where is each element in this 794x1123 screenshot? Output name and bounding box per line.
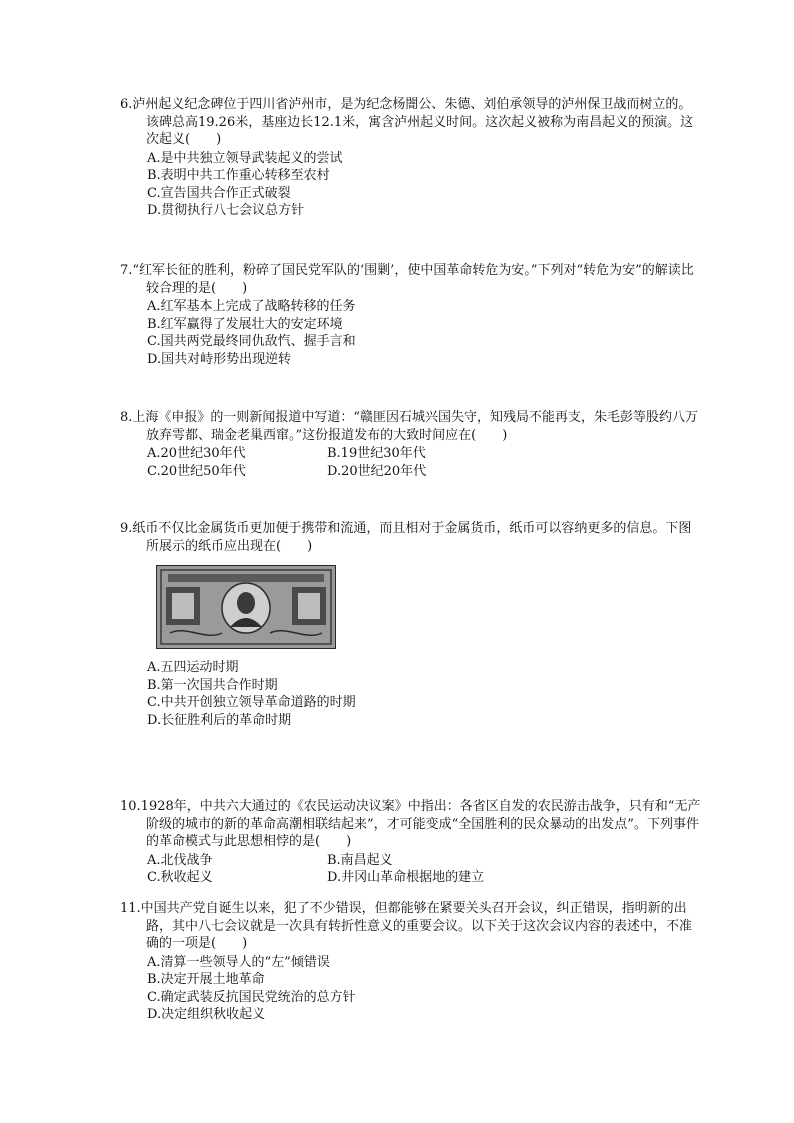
option-c[interactable]: C.中共开创独立领导革命道路的时期 <box>147 695 356 710</box>
banknote-illustration <box>156 565 336 649</box>
option-list <box>147 298 702 368</box>
option-b[interactable]: B.表明中共工作重心转移至农村 <box>147 168 330 183</box>
option-d[interactable]: D.国共对峙形势出现逆转 <box>147 351 292 367</box>
banknote-header-band <box>168 574 324 582</box>
option-list <box>147 150 702 220</box>
option-a[interactable]: A.是中共独立领导武装起义的尝试 <box>147 150 343 166</box>
option-b[interactable]: B.19世纪30年代 <box>327 446 426 461</box>
banknote-right-numeral <box>298 593 320 619</box>
option-d[interactable]: D.贯彻执行八七会议总方针 <box>147 203 305 218</box>
question-stem: 11.中国共产党自诞生以来，犯了不少错误，但都能够在紧要关头召开会议，纠正错误，指明新的出路，其中八七会议就是一次具有转折性意义的重要会议。以下关于这次会议内容的表述中，不准确的一项是( ) <box>120 901 693 951</box>
option-c[interactable]: C.宣告国共合作正式破裂 <box>147 185 291 201</box>
question-10 <box>120 798 702 887</box>
option-c[interactable]: C.秋收起义 <box>147 870 213 885</box>
option-list <box>147 659 702 729</box>
option-row <box>147 869 702 887</box>
option-c[interactable]: C.20世纪50年代 <box>147 463 246 479</box>
question-stem: 10.1928年，中共六大通过的《农民运动决议案》中指出：各省区自发的农民游击战争，只有和“无产阶级的城市的新的革命高潮相联结起来”，才可能变成“全国胜利的民众暴动的出发点”。下列事件的革命模式与此思想相悖的是( ) <box>120 799 701 849</box>
question-8 <box>120 409 702 480</box>
question-stem: 6.泸州起义纪念碑位于四川省泸州市，是为纪念杨闇公、朱德、刘伯承领导的泸州保卫战而树立的。该碑总高19.26米，基座边长12.1米，寓含泸州起义时间。这次起义被称为南昌起义的预演。这次起义( ) <box>120 97 694 147</box>
option-d[interactable]: D.20世纪20年代 <box>327 463 427 479</box>
option-b[interactable]: B.第一次国共合作时期 <box>147 677 278 693</box>
option-b[interactable]: B.决定开展土地革命 <box>147 972 265 987</box>
question-stem: 9.纸币不仅比金属货币更加便于携带和流通，而且相对于金属货币，纸币可以容纳更多的信息。下图所展示的纸币应出现在( ) <box>120 521 692 554</box>
option-a[interactable]: A.五四运动时期 <box>147 660 239 675</box>
question-7 <box>120 262 702 368</box>
option-b[interactable]: B.南昌起义 <box>327 852 393 868</box>
option-c[interactable]: C.国共两党最终同仇敌忾、握手言和 <box>147 334 356 349</box>
option-d[interactable]: D.决定组织秋收起义 <box>147 1007 266 1022</box>
option-d[interactable]: D.长征胜利后的革命时期 <box>147 712 292 728</box>
option-d[interactable]: D.井冈山革命根据地的建立 <box>327 870 485 885</box>
question-9 <box>120 520 702 729</box>
option-list <box>147 852 702 887</box>
banknote-left-numeral <box>172 593 194 619</box>
option-a[interactable]: A.20世纪30年代 <box>147 446 246 461</box>
option-row <box>147 463 702 481</box>
option-row <box>147 852 702 870</box>
option-b[interactable]: B.红军赢得了发展壮大的安定环境 <box>147 316 343 332</box>
option-c[interactable]: C.确定武装反抗国民党统治的总方针 <box>147 989 356 1005</box>
question-stem: 8.上海《申报》的一则新闻报道中写道：“赣匪因石城兴国失守，知残局不能再支，朱毛彭等股约八万放弃雩都、瑞金老巢西窜。”这份报道发布的大致时间应在( ) <box>120 410 699 443</box>
option-a[interactable]: A.北伐战争 <box>147 852 213 868</box>
option-row <box>147 445 702 463</box>
option-list <box>147 445 702 480</box>
question-stem: 7.“红军长征的胜利，粉碎了国民党军队的‘围剿’，使中国革命转危为安。”下列对“转危为安”的解读比较合理的是( ) <box>120 263 694 296</box>
option-a[interactable]: A.红军基本上完成了战略转移的任务 <box>147 299 356 314</box>
banknote-image <box>156 565 336 649</box>
question-11 <box>120 900 702 1024</box>
question-6 <box>120 96 702 220</box>
option-a[interactable]: A.清算一些领导人的“左”倾错误 <box>147 954 330 970</box>
option-list <box>147 954 702 1024</box>
